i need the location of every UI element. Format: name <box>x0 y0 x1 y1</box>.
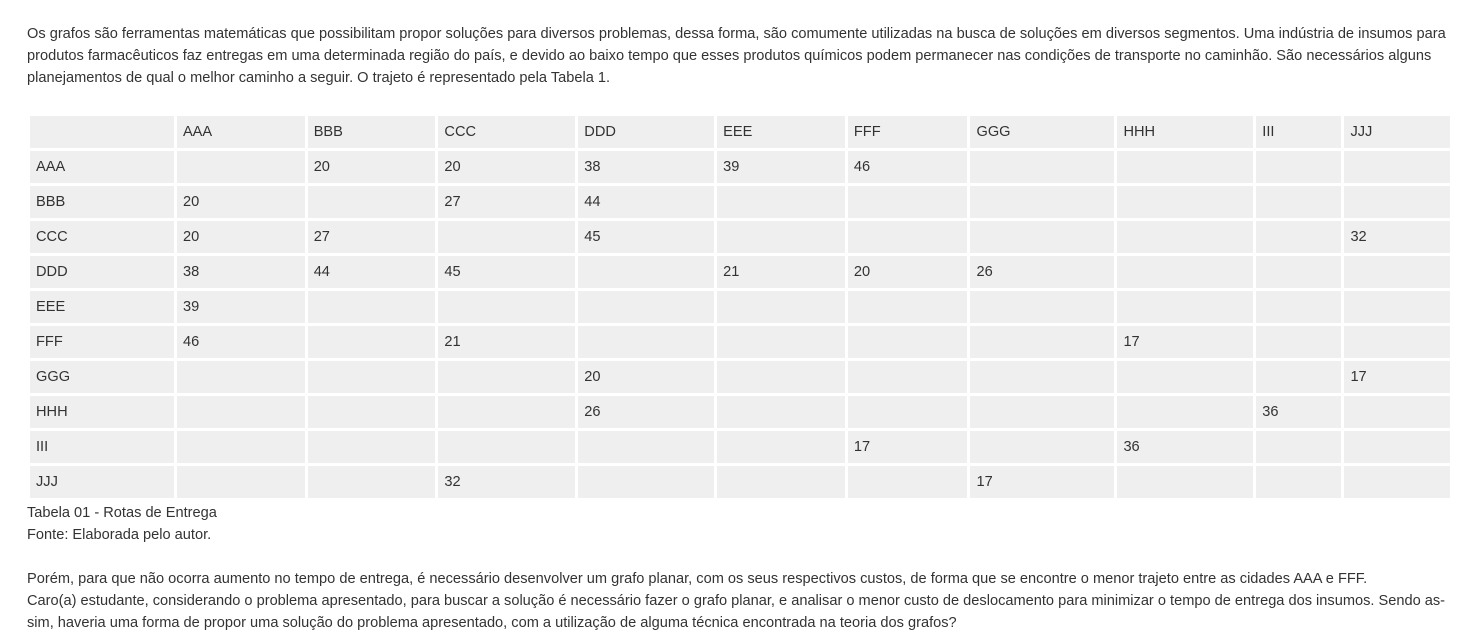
table-cell: 21 <box>438 326 575 358</box>
intro-paragraph: Os grafos são ferramentas matemáticas que possibilitam propor soluções para diversos problemas, dessa forma, são comumente utilizadas na busca de soluções em diversos segmentos. Uma indústria de insumos para produtos farmacêuticos faz entregas em uma determinada região do país, e devido ao baixo tempo que esses produtos químicos podem permanecer nas condições de transporte no caminhão. São necessários alguns planejamentos de qual o melhor caminho a seguir. O trajeto é representado pela Tabela 1. <box>27 26 1446 86</box>
table-cell <box>970 291 1114 323</box>
table-cell <box>1117 221 1253 253</box>
table-cell <box>970 151 1114 183</box>
table-cell <box>438 221 575 253</box>
table-header-cell: AAA <box>177 116 305 148</box>
table-header-cell <box>30 116 174 148</box>
table-header-cell: DDD <box>578 116 714 148</box>
table-cell <box>1344 151 1450 183</box>
table-cell <box>1117 151 1253 183</box>
table-cell <box>970 221 1114 253</box>
table-cell: 36 <box>1256 396 1341 428</box>
table-row-label: HHH <box>30 396 174 428</box>
table-cell <box>970 396 1114 428</box>
table-row <box>30 431 1450 463</box>
table-header-cell: III <box>1256 116 1341 148</box>
table-cell <box>578 431 714 463</box>
table-cell <box>970 186 1114 218</box>
table-cell: 20 <box>578 361 714 393</box>
table-cell <box>717 326 845 358</box>
table-cell <box>717 431 845 463</box>
table-cell <box>1117 396 1253 428</box>
table-cell <box>308 466 436 498</box>
table-cell <box>177 466 305 498</box>
table-cell <box>578 466 714 498</box>
table-cell <box>578 326 714 358</box>
table-cell <box>1256 291 1341 323</box>
table-cell <box>848 326 968 358</box>
table-cell <box>1344 291 1450 323</box>
table-cell: 46 <box>848 151 968 183</box>
table-row <box>30 361 1450 393</box>
table-header-cell: CCC <box>438 116 575 148</box>
table-row <box>30 396 1450 428</box>
table-row <box>30 221 1450 253</box>
table-cell <box>578 291 714 323</box>
table-cell: 17 <box>1117 326 1253 358</box>
table-cell <box>1117 256 1253 288</box>
table-cell <box>848 361 968 393</box>
table-cell <box>308 431 436 463</box>
table-cell <box>1117 291 1253 323</box>
table-cell <box>1256 256 1341 288</box>
table-header-cell: BBB <box>308 116 436 148</box>
table-row <box>30 186 1450 218</box>
table-cell <box>438 361 575 393</box>
table-cell <box>308 186 436 218</box>
table-cell <box>438 431 575 463</box>
table-row <box>30 326 1450 358</box>
table-cell <box>1117 361 1253 393</box>
table-cell <box>717 186 845 218</box>
outro-paragraph <box>27 568 1455 634</box>
table-row <box>30 151 1450 183</box>
table-cell <box>848 396 968 428</box>
table-row-label: AAA <box>30 151 174 183</box>
table-cell: 21 <box>717 256 845 288</box>
table-cell <box>717 221 845 253</box>
table-header-cell: EEE <box>717 116 845 148</box>
table-row <box>30 466 1450 498</box>
table-cell <box>717 291 845 323</box>
table-cell <box>848 186 968 218</box>
table-row <box>30 291 1450 323</box>
table-cell <box>308 396 436 428</box>
table-cell <box>1117 466 1253 498</box>
table-cell <box>1256 431 1341 463</box>
table-cell: 46 <box>177 326 305 358</box>
table-cell <box>177 431 305 463</box>
table-cell: 20 <box>438 151 575 183</box>
table-cell: 20 <box>177 221 305 253</box>
table-cell <box>1256 151 1341 183</box>
table-cell: 27 <box>438 186 575 218</box>
table-cell <box>438 396 575 428</box>
routes-table <box>27 113 1453 501</box>
table-cell: 44 <box>578 186 714 218</box>
table-header-cell: JJJ <box>1344 116 1450 148</box>
table-cell: 44 <box>308 256 436 288</box>
table-cell: 39 <box>177 291 305 323</box>
table-cell: 45 <box>438 256 575 288</box>
table-header-cell: FFF <box>848 116 968 148</box>
table-cell <box>717 466 845 498</box>
table-row-label: BBB <box>30 186 174 218</box>
table-body <box>30 151 1450 498</box>
table-cell <box>177 151 305 183</box>
outro-line-2: Caro(a) estudante, considerando o problema apresentado, para buscar a solução é necessário fazer o grafo planar, e analisar o menor custo de deslocamento para minimizar o tempo de entrega dos insumos. Sendo as-sim, haveria uma forma de propor uma solução do problema apresentado, com a utilização de alguma técnica encontrada na teoria dos grafos? <box>27 593 1446 631</box>
table-cell: 17 <box>848 431 968 463</box>
table-cell: 27 <box>308 221 436 253</box>
table-cell <box>1256 466 1341 498</box>
table-cell <box>1256 186 1341 218</box>
table-cell <box>848 291 968 323</box>
table-row-label: JJJ <box>30 466 174 498</box>
table-cell: 38 <box>578 151 714 183</box>
table-cell <box>848 221 968 253</box>
table-cell: 39 <box>717 151 845 183</box>
table-cell <box>308 326 436 358</box>
table-header-cell: HHH <box>1117 116 1253 148</box>
table-header-row <box>30 116 1450 148</box>
table-cell: 38 <box>177 256 305 288</box>
table-cell: 20 <box>848 256 968 288</box>
table-cell <box>970 431 1114 463</box>
table-cell <box>1344 431 1450 463</box>
table-cell <box>438 291 575 323</box>
table-cell <box>717 361 845 393</box>
table-row-label: FFF <box>30 326 174 358</box>
table-cell <box>1256 361 1341 393</box>
table-cell: 17 <box>1344 361 1450 393</box>
table-cell <box>970 361 1114 393</box>
table-cell <box>1256 221 1341 253</box>
table-cell <box>177 361 305 393</box>
question-content <box>27 23 1455 634</box>
table-caption-source: Fonte: Elaborada pelo autor. <box>27 527 212 543</box>
table-cell <box>1344 256 1450 288</box>
table-row-label: DDD <box>30 256 174 288</box>
table-cell <box>308 291 436 323</box>
table-caption-title: Tabela 01 - Rotas de Entrega <box>27 505 217 521</box>
table-row-label: GGG <box>30 361 174 393</box>
table-row-label: III <box>30 431 174 463</box>
table-row-label: EEE <box>30 291 174 323</box>
table-cell: 26 <box>970 256 1114 288</box>
table-cell <box>1256 326 1341 358</box>
table-row-label: CCC <box>30 221 174 253</box>
outro-line-1: Porém, para que não ocorra aumento no tempo de entrega, é necessário desenvolver um grafo planar, com os seus respectivos custos, de forma que se encontre o menor trajeto entre as cidades AAA e FFF. <box>27 571 1368 587</box>
table-cell <box>1344 186 1450 218</box>
table-cell <box>717 396 845 428</box>
table-cell: 26 <box>578 396 714 428</box>
table-cell <box>1344 396 1450 428</box>
table-cell: 17 <box>970 466 1114 498</box>
table-cell: 36 <box>1117 431 1253 463</box>
table-cell: 20 <box>177 186 305 218</box>
table-cell <box>970 326 1114 358</box>
table-caption <box>27 502 1455 546</box>
table-cell: 20 <box>308 151 436 183</box>
table-header-cell: GGG <box>970 116 1114 148</box>
table-cell <box>1117 186 1253 218</box>
table-cell <box>177 396 305 428</box>
table-cell <box>308 361 436 393</box>
table-cell <box>578 256 714 288</box>
table-cell <box>848 466 968 498</box>
table-row <box>30 256 1450 288</box>
table-cell: 45 <box>578 221 714 253</box>
table-cell: 32 <box>438 466 575 498</box>
table-cell <box>1344 466 1450 498</box>
table-cell: 32 <box>1344 221 1450 253</box>
table-cell <box>1344 326 1450 358</box>
